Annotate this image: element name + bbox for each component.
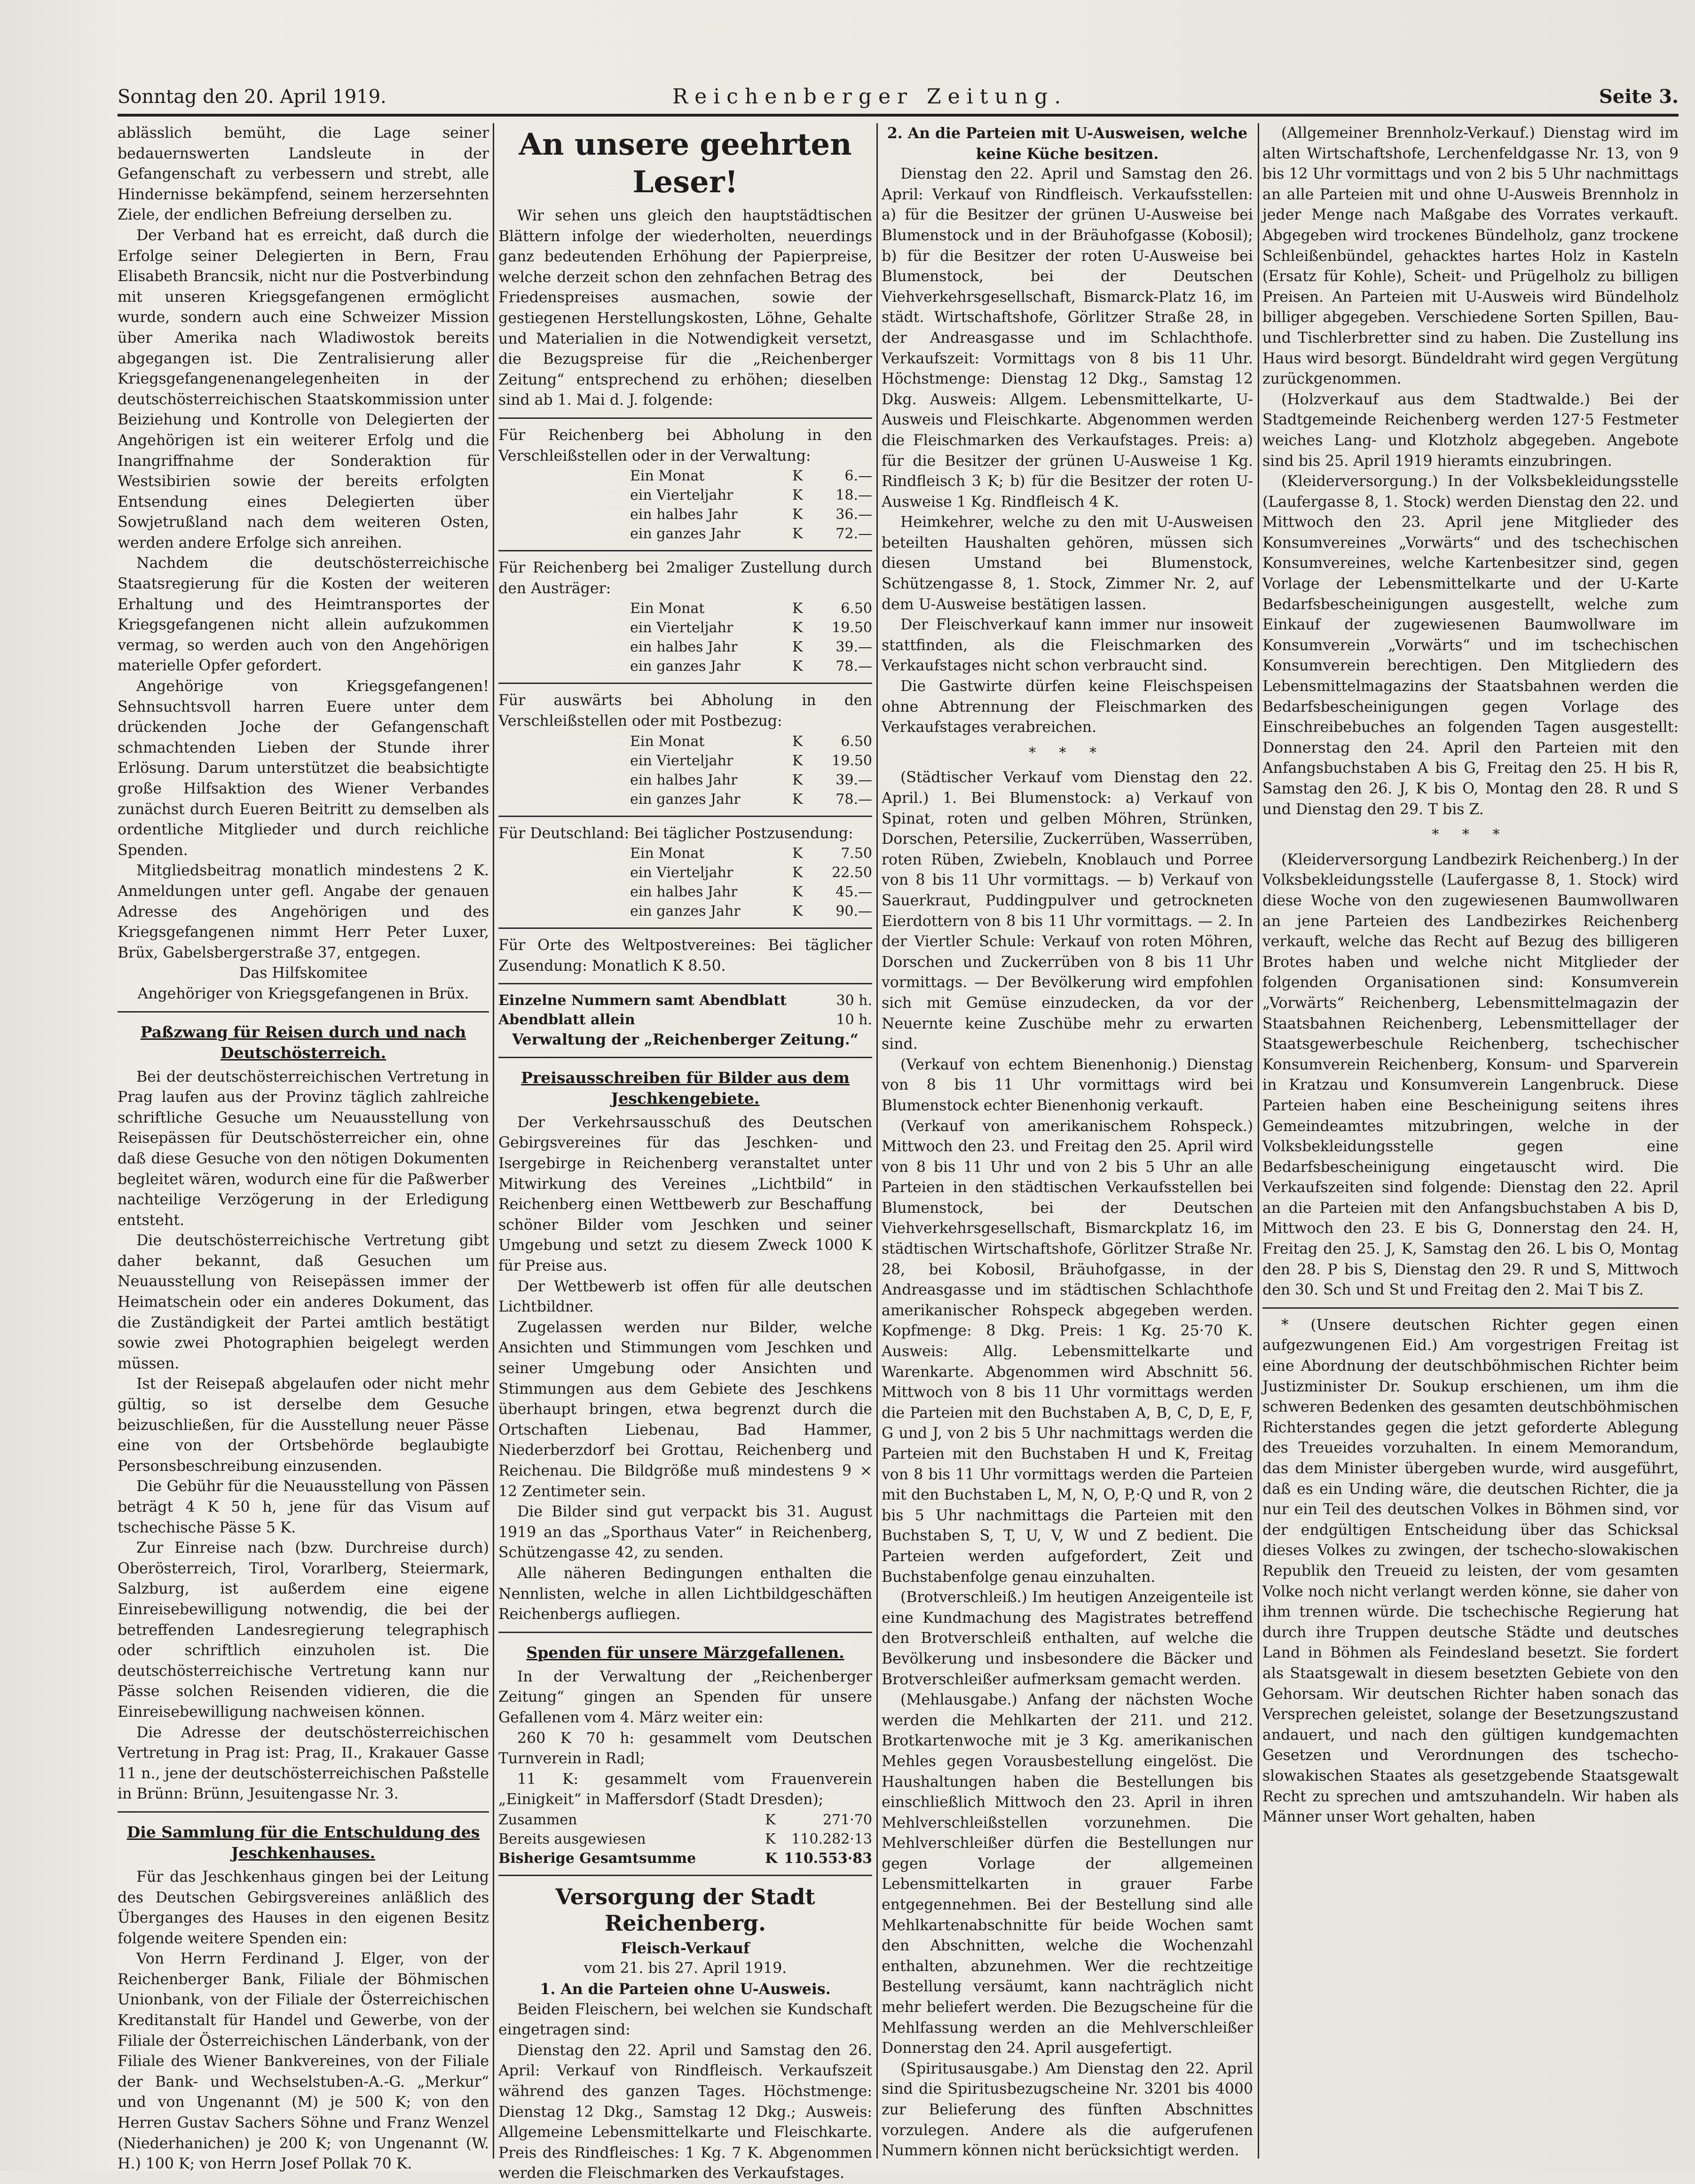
price-currency: K: [792, 845, 803, 862]
section-separator: * * *: [1432, 826, 1509, 843]
paragraph: Ist der Reisepaß abgelaufen oder nicht mehr gültig, so ist derselbe dem Gesuche beizuschließen, für die Ausstellung neuer Pässe eine von der Ortsbehörde beglaubigte Personsbeschreibung einzusenden.: [118, 1375, 489, 1475]
paragraph: Für das Jeschkenhaus gingen bei der Leitung des Deutschen Gebirgsvereines anläßlich des Überganges des Hauses in den eigenen Besitz folgende weitere Spenden ein:: [118, 1868, 489, 1947]
paragraph: Die Bilder sind gut verpackt bis 31. August 1919 an das „Sporthaus Vater“ in Reichenberg, Schützengasse 42, zu senden.: [498, 1503, 872, 1562]
paragraph: Wir sehen uns gleich den hauptstädtischen Blättern infolge der wiederholten, neuerdings ganz bedeutenden Erhöhung der Papierpreise, welche derzeit schon den zehnfachen Betrag des Friedenspreises ausmachen, sowie der gestiegenen Herstellungskosten, Löhne, Gehalte und Materialien in die Notwendigkeit versetzt, die Bezugspreise für die „Reichenberger Zeitung“ entsprechend zu erhöhen; dieselben sind ab 1. Mai d. J. folgende:: [498, 207, 872, 409]
paragraph: (Verkauf von amerikanischem Rohspeck.) Mittwoch den 23. und Freitag den 25. April wird von 8 bis 11 Uhr und von 2 bis 5 Uhr an alle Parteien in den städtischen Verkaufsstellen bei Blumenstock, bei der Deutschen Viehverkehrsgesellschaft, Bismarckplatz 16, im städtischen Wirtschaftshofe, Görlitzer Straße Nr. 28, bei Kobosil, Bräuhofgasse, in der Andreasgasse und im städtischen Schlachthofe amerikanischer Rohspeck abgegeben werden. Kopfmenge: 8 Dkg. Preis: 1 Kg. 25·70 K. Ausweis: Allg. Lebensmittelkarte und Warenkarte. Abgenommen wird Abschnitt 56. Mittwoch von 8 bis 11 Uhr vormittags werden die Parteien mit den Buchstaben A, B, C, D, E, F, G und J, von 2 bis 5 Uhr nachmittags werden die Parteien mit den Buchstaben H und K, Freitag von 8 bis 11 Uhr vormittags werden die Parteien mit den Buchstaben L, M, N, O, P,·Q und R, von 2 bis 5 Uhr nachmittags die Parteien mit den Buchstaben S, T, U, V, W und Z bedient. Die Parteien werden aufgefordert, Zeit und Buchstabenfolge genau einzuhalten.: [882, 1117, 1253, 1586]
divider: [498, 1875, 872, 1876]
price-currency: K: [792, 506, 803, 523]
sum-currency: K: [765, 1850, 778, 1867]
price-row: [498, 466, 872, 486]
paragraph: Die deutschösterreichische Vertretung gibt daher bekannt, daß Gesuchen um Neuausstellung von Reisepässen immer der Heimatschein oder ein anderes Dokument, das die Zuständigkeit der Partei amtlich bestätigt sowie zwei Photographien beigelegt werden müssen.: [118, 1232, 489, 1372]
price-table: [498, 599, 872, 676]
price-value: 72.—: [836, 526, 872, 542]
divider: [498, 683, 872, 684]
price-row: [498, 844, 872, 863]
price-value: 90.—: [836, 903, 872, 920]
paragraph: Dienstag den 22. April und Samstag den 26. April: Verkauf von Rindfleisch. Verkaufszeit während des ganzen Tages. Höchstmenge: Dienstag 12 Dkg., Samstag 12 Dkg.; Ausweis: Allgemeine Lebensmittelkarte und Fleischkarte. Preis des Rindfleisches: 1 Kg. 7 K. Abgenommen werden die Fleischmarken des Verkaufstages.: [498, 2042, 872, 2182]
price-row: [498, 618, 872, 637]
price-currency: K: [792, 733, 803, 750]
article-heading: Spenden für unsere Märzgefallenen.: [526, 1643, 844, 1662]
price-row: [498, 505, 872, 524]
divider: [498, 983, 872, 984]
price-label: Ein Monat: [630, 468, 705, 485]
paragraph: (Kleiderversorgung Landbezirk Reichenberg.) In der Volksbekleidungsstelle (Laufergasse 8, 1. Stock) wird diese Woche von den zugewiesenen Baumwollwaren an jene Parteien des Landbezirkes Reichenberg verkauft, welche das Recht auf Bezug des billigeren Brotes haben und welche nicht Mitglieder der folgenden Organisationen sind: Konsumverein „Vorwärts“ Reichenberg, Lebensmittelmagazin der Staatsbahnen Reichenberg, Lebensmittellager der Staatsgewerbeschule Reichenberg, tschechischer Konsumverein Reichenberg, Konsum- und Sparverein in Kratzau und Konsumverein Langenbruck. Diese Parteien haben eine Bescheinigung seitens ihres Gemeindeamtes mitzubringen, welche in der Volksbekleidungsstelle gegen eine Bedarfsbescheinigung eingetauscht wird. Die Verkaufszeiten sind folgende: Dienstag den 22. April an die Parteien mit den Anfangsbuchstaben A bis D, Mittwoch den 23. E bis G, Donnerstag den 24. H, Freitag den 25. J, K, Samstag den 26. L bis O, Montag den 28. P bis S, Dienstag den 29. R und S, Mittwoch den 30. Sch und St und Freitag den 2. Mai T bis Z.: [1262, 851, 1679, 1299]
price-label: ein Vierteljahr: [630, 487, 733, 504]
divider: [498, 1632, 872, 1633]
divider: [498, 816, 872, 817]
paragraph: (Holzverkauf aus dem Stadtwalde.) Bei der Stadtgemeinde Reichenberg werden 127·5 Festmeter weiches Lang- und Klotzholz abgegeben. Angebote sind bis 25. April 1919 hieramts einzubringen.: [1262, 391, 1679, 470]
price-value: 45.—: [836, 884, 872, 901]
paragraph: Von Herrn Ferdinand J. Elger, von der Reichenberger Bank, Filiale der Böhmischen Unionbank, von der Filiale der Österreichischen Kreditanstalt für Handel und Gewerbe, von der Filiale der Österreichischen Länderbank, von der Filiale des Wiener Bankvereines, von der Filiale der Bank- und Wechselstuben-A.-G. „Merkur“ und von Ungenannt (M) je 500 K; von den Herren Gustav Sachers Söhne und Franz Wenzel (Niederhanichen) je 200 K; von Ungenannt (W. H.) 100 K; von Herrn Josef Pollak 70 K.: [118, 1950, 489, 2173]
price-row: [498, 902, 872, 921]
single-issue-label: Abendblatt allein: [498, 1012, 635, 1029]
price-currency: K: [792, 791, 803, 808]
price-table: [498, 844, 872, 921]
section-date: vom 21. bis 27. April 1919.: [583, 1960, 787, 1977]
price-value: 78.—: [836, 791, 872, 808]
divider: [118, 1811, 489, 1813]
price-currency: K: [792, 884, 803, 901]
single-issue-label: Einzelne Nummern samt Abendblatt: [498, 992, 787, 1009]
column-2: [498, 123, 872, 2182]
section-subtitle: Fleisch-Verkauf: [621, 1939, 750, 1957]
paragraph: (Mehlausgabe.) Anfang der nächsten Woche werden die Mehlkarten der 211. und 212. Brotkartenwoche mit je 3 Kg. amerikanischen Mehles gegen Vorausbestellung eingelöst. Die Haushaltungen haben die Bestellungen bis einschließlich Mittwoch den 23. April in ihren Mehlverschleißstellen vorzunehmen. Die Mehlverschleißer dürfen die Bestellungen nur gegen Vorlage der allgemeinen Lebensmittelkarten in grauer Farbe entgegennehmen. Bei der Bestellung sind alle Mehlkartenabschnitte für beide Wochen samt den Abschnitten, welche die Wochenzahl enthalten, abzunehmen. Wer die rechtzeitige Bestellung versäumt, kann nachträglich nicht mehr beliefert werden. Die Bezugscheine für die Mehlfassung werden an die Mehlverschleißer Donnerstag den 24. April ausgefertigt.: [882, 1691, 1253, 2057]
price-value: 78.—: [836, 658, 872, 675]
price-label: ein Vierteljahr: [630, 752, 733, 769]
price-section-label: Für Reichenberg bei Abholung in den Verschleißstellen oder in der Verwaltung:: [498, 426, 872, 464]
price-section-label: Für Reichenberg bei 2maliger Zustellung durch den Austräger:: [498, 559, 872, 597]
price-value: 18.—: [836, 487, 872, 504]
paragraph: (Städtischer Verkauf vom Dienstag den 22. April.) 1. Bei Blumenstock: a) Verkauf von Spinat, roten und gelben Möhren, Strünken, Dorschen, Petersilie, Zuckerrüben, Wasserrüben, roten Rüben, Zwiebeln, Knoblauch und Porree von 8 bis 11 Uhr vormittags. — b) Verkauf von Sauerkraut, Puddingpulver und getrockneten Eierdottern von 8 bis 11 Uhr vormittags. — 2. In der Viertler Schule: Verkauf von roten Möhren, Dorschen und Zuckerrüben von 8 bis 11 Uhr vormittags. — Der Bevölkerung wird empfohlen sich mit Gemüse einzudecken, da vor der Neuernte keine Zuschübe mehr zu erwarten sind.: [882, 769, 1253, 1053]
price-row: [498, 863, 872, 882]
paragraph: Angehörige von Kriegsgefangenen! Sehnsuchtsvoll harren Euere unter dem drückenden Joche der Gefangenschaft schmachtenden Lieben der Stunde ihrer Erlösung. Darum unterstützet die beabsichtigte große Hilfsaktion des Wiener Verbandes zunächst durch Eueren Beitritt zu demselben als ordentliche Mitglieder und durch reichliche Spenden.: [118, 678, 489, 859]
price-currency: K: [792, 752, 803, 769]
sum-label: Bisherige Gesamtsumme: [498, 1850, 696, 1867]
price-value: 19.50: [832, 752, 872, 769]
price-value: 39.—: [836, 771, 872, 788]
section-subheading: 1. An die Parteien ohne U-Ausweis.: [540, 1980, 831, 1998]
divider: [1262, 1307, 1679, 1309]
price-label: ein halbes Jahr: [630, 639, 738, 656]
article-heading: Paßzwang für Reisen durch und nach Deutschösterreich.: [140, 1022, 466, 1062]
header-page-number: Seite 3.: [1599, 86, 1679, 108]
price-currency: K: [792, 903, 803, 920]
sum-label: Bereits ausgewiesen: [498, 1830, 646, 1847]
paragraph: Alle näheren Bedingungen enthalten die Nennlisten, welche in allen Lichtbildgeschäften Reichenbergs aufliegen.: [498, 1564, 872, 1623]
price-row: [498, 790, 872, 809]
paragraph: ablässlich bemüht, die Lage seiner bedauernswerten Landsleute in der Gefangenschaft zu verbessern und strebt, alle Hindernisse bekämpfend, seinem herzersehnten Ziele, der endlichen Befreiung derselben zu.: [118, 125, 489, 224]
divider: [498, 417, 872, 419]
column-4: [1262, 123, 1679, 2159]
price-value: 6.50: [841, 733, 872, 750]
price-row: [498, 882, 872, 902]
paragraph: In der Verwaltung der „Reichenberger Zeitung“ gingen an Spenden für unsere Gefallenen vom 4. März weiter ein:: [498, 1668, 872, 1726]
price-table: [498, 732, 872, 809]
header-date: Sonntag den 20. April 1919.: [118, 86, 386, 108]
price-currency: K: [792, 620, 803, 636]
single-issue-price: 10 h.: [836, 1012, 872, 1029]
paragraph: Nachdem die deutschösterreichische Staatsregierung für die Kosten der weiteren Erhaltung und des Heimtransportes der Kriegsgefangenen nicht allein aufzukommen vermag, so werden auch von den Angehörigen materielle Opfer gefordert.: [118, 555, 489, 675]
paragraph: (Kleiderversorgung.) In der Volksbekleidungsstelle (Laufergasse 8, 1. Stock) werden Dienstag den 22. und Mittwoch den 23. April jene Mitglieder des Konsumvereines „Vorwärts“ und des tschechischen Konsumvereines, welche Kartenbesitzer sind, gegen Vorlage der Lebensmittelkarte und der U-Karte Bedarfsbescheinigungen ausgestellt, welche zum Einkauf der zugewiesenen Baumwollware im Konsumverein „Vorwärts“ und im tschechischen Konsumverein berechtigen. Den Mitgliedern des Lebensmittelmagazins der Staatsbahnen werden die Bedarfsbescheinigungen gegen Vorlage des Einschreibebuches an folgenden Tagen ausgestellt: Donnerstag den 24. April den Parteien mit den Anfangsbuchstaben A bis G, Freitag den 25. H bis R, Samstag den 26. J, K bis O, Montag den 28. R und S und Dienstag den 29. T bis Z.: [1262, 473, 1679, 818]
paragraph: 260 K 70 h: gesammelt vom Deutschen Turnverein in Radl;: [498, 1729, 872, 1768]
divider: [118, 1011, 489, 1013]
price-currency: K: [792, 468, 803, 485]
column-divider: [493, 123, 494, 2159]
column-1: [118, 123, 489, 2173]
paragraph: Zugelassen werden nur Bilder, welche Ansichten und Stimmungen vom Jeschken und seiner Umgebung oder Ansichten und Stimmungen aus dem Gebiete des Jeschkens überhaupt bringen, etwa begrenzt durch die Ortschaften Liebenau, Bad Hammer, Niederberzdorf bei Grottau, Reichenberg und Reichenau. Die Bildgröße muß mindestens 9 × 12 Zentimeter sein.: [498, 1319, 872, 1500]
single-issue-table: [498, 991, 872, 1029]
price-currency: K: [792, 600, 803, 617]
section-title: Versorgung der Stadt Reichenberg.: [555, 1884, 815, 1936]
paragraph: Zur Einreise nach (bzw. Durchreise durch) Oberösterreich, Tirol, Vorarlberg, Steiermark, Salzburg, ist außerdem eine eigene Einreisebewilligung notwendig, die bei der betreffenden Landesregierung telegraphisch oder schriftlich einzuholen ist. Die deutschösterreichische Vertretung kann nur Pässe solchen Reisenden vidieren, die die Einreisebewilligung nachweisen können.: [118, 1540, 489, 1720]
article-heading: Die Sammlung für die Entschuldung des Jeschkenhauses.: [126, 1823, 480, 1862]
price-label: ein ganzes Jahr: [630, 903, 741, 920]
sum-label: Zusammen: [498, 1811, 577, 1828]
divider: [498, 927, 872, 929]
header-paper-name: Reichenberger Zeitung.: [672, 85, 1068, 109]
column-3: [882, 123, 1253, 2159]
sum-currency: K: [765, 1811, 776, 1828]
section-separator: * * *: [1028, 744, 1106, 761]
price-row: [498, 599, 872, 618]
notice-title: An unsere geehrten Leser!: [519, 127, 852, 200]
price-currency: K: [792, 639, 803, 656]
paragraph: Beiden Fleischern, bei welchen sie Kundschaft eingetragen sind:: [498, 2001, 872, 2039]
signature: Angehöriger von Kriegsgefangenen in Brüx.: [137, 985, 469, 1002]
price-row: [498, 732, 872, 751]
price-table: [498, 466, 872, 543]
price-label: ein ganzes Jahr: [630, 791, 741, 808]
price-row: [498, 637, 872, 657]
price-currency: K: [792, 658, 803, 675]
paragraph: * (Unsere deutschen Richter gegen einen aufgezwungenen Eid.) Am vorgestrigen Freitag ist eine Abordnung der deutschböhmischen Richter beim Justizminister Dr. Soukup erschienen, um ihm die schweren Bedenken des gesamten deutschböhmischen Richterstandes gegen die jetzt geforderte Ablegung des Treueides vorzuhalten. In einem Memorandum, das dem Minister übergeben wurde, wird ausgeführt, daß es ein Unding wäre, die deutschen Richter, die ja nur ein Teil des deutschen Volkes in Böhmen sind, vor der endgültigen Entscheidung über das Schicksal dieses Volkes zu zwingen, der tschecho-slowakischen Republik den Treueid zu leisten, der vom gesamten Volke noch nicht verlangt werden könne, sie daher von ihm trennen würde. Die tschechische Regierung hat durch ihre Truppen deutsche Städte und deutsches Land in Böhmen als Feindesland besetzt. Sie fordert als Staatsgewalt in diesem besetzten Gebiete von den Gehorsam. Wir deutschen Richter haben sonach das Versprechen geleistet, solange der Besetzungszustand andauert, und nach den gültigen kundgemachten Gesetzen und Verordnungen des tschecho-slowakischen Staates als gesetzgebende Staatsgewalt Recht zu sprechen und amtszuhandeln. Wir haben als Männer unser Wort gehalten, haben: [1262, 1316, 1679, 1826]
price-label: ein Vierteljahr: [630, 864, 733, 881]
column-divider: [876, 123, 878, 2159]
notice-signature: Verwaltung der „Reichenberger Zeitung.“: [512, 1031, 859, 1049]
price-label: Ein Monat: [630, 845, 705, 862]
paragraph: Der Fleischverkauf kann immer nur insoweit stattfinden, als die Fleischmarken des Verkaufstages nicht schon verbraucht sind.: [882, 616, 1253, 675]
sum-currency: K: [765, 1830, 776, 1847]
paragraph: Heimkehrer, welche zu den mit U-Ausweisen beteilten Haushalten gehören, müssen sich diesen Umstand bei Blumenstock, Schützengasse 8, 1. Stock, Zimmer Nr. 2, auf dem U-Ausweise bestätigen lassen.: [882, 514, 1253, 613]
single-issue-price: 30 h.: [836, 992, 872, 1009]
sum-value: 110.282·13: [791, 1830, 872, 1847]
price-value: 6.50: [841, 600, 872, 617]
price-value: 39.—: [836, 639, 872, 656]
price-row: [498, 657, 872, 676]
paragraph: Die Adresse der deutschösterreichischen Vertretung in Prag ist: Prag, II., Krakauer Gasse 11 n., jene der deutschösterreichischen Paßstelle in Brünn: Brünn, Jesuitengasse Nr. 3.: [118, 1724, 489, 1803]
paragraph: Der Verkehrsausschuß des Deutschen Gebirgsvereines für das Jeschken- und Isergebirge in Reichenberg veranstaltet unter Mitwirkung des Vereines „Lichtbild“ in Reichenberg einen Wettbewerb zur Beschaffung schöner Bilder vom Jeschken und seiner Umgebung und setzt zu diesem Zweck 1000 K für Preise aus.: [498, 1114, 872, 1275]
price-label: ein halbes Jahr: [630, 771, 738, 788]
paragraph: Der Wettbewerb ist offen für alle deutschen Lichtbildner.: [498, 1278, 872, 1316]
price-currency: K: [792, 526, 803, 542]
paragraph: 11 K: gesammelt vom Frauenverein „Einigkeit“ in Maffersdorf (Stadt Dresden);: [498, 1770, 872, 1808]
price-label: Ein Monat: [630, 600, 705, 617]
price-row: [498, 486, 872, 505]
paragraph: (Brotverschleiß.) Im heutigen Anzeigenteile ist eine Kundmachung des Magistrates betreffend den Brotverschleiß enthalten, auf welche die Bevölkerung und insbesondere die Bäcker und Brotverschleißer aufmerksam gemacht werden.: [882, 1589, 1253, 1688]
price-currency: K: [792, 864, 803, 881]
price-label: ein halbes Jahr: [630, 506, 738, 523]
price-value: 22.50: [832, 864, 872, 881]
page-header: [118, 83, 1679, 111]
price-currency: K: [792, 487, 803, 504]
paragraph: (Verkauf von echtem Bienenhonig.) Dienstag von 8 bis 11 Uhr vormittags wird bei Blumenstock echter Bienenhonig verkauft.: [882, 1056, 1253, 1114]
price-label: ein Vierteljahr: [630, 620, 733, 636]
donation-sum-table: [498, 1810, 872, 1868]
price-row: [498, 751, 872, 770]
paragraph: Die Gebühr für die Neuausstellung von Pässen beträgt 4 K 50 h, jene für das Visum auf tschechische Pässe 5 K.: [118, 1478, 489, 1536]
paragraph: Bei der deutschösterreichischen Vertretung in Prag laufen aus der Provinz täglich zahlreiche schriftliche Gesuche um Neuausstellung von Reisepässen für Deutschösterreicher ein, ohne daß diese Gesuche von den nötigen Dokumenten begleitet wären, wodurch eine für die Paßwerber nachteilige Verzögerung in der Erledigung entsteht.: [118, 1068, 489, 1229]
divider: [498, 1057, 872, 1058]
header-rule: [118, 114, 1679, 117]
price-section-label: Für Orte des Weltpostvereines: Bei täglicher Zusendung: Monatlich K 8.50.: [498, 937, 872, 974]
paragraph: (Allgemeiner Brennholz-Verkauf.) Dienstag wird im alten Wirtschaftshofe, Lerchenfeldgasse Nr. 13, von 9 bis 12 Uhr vormittags und von 2 bis 5 Uhr nachmittags an alle Parteien mit und ohne U-Ausweis Brennholz in jeder Menge nach Maßgabe des Vorrates verkauft. Abgegeben wird trockenes Bündelholz, ganz trockene Schleißenbündel, gehacktes hartes Holz in Kasteln (Ersatz für Kohle), Scheit- und Prügelholz zu billigen Preisen. An Parteien mit U-Ausweis wird Bündelholz billiger abgegeben. Verschiedene Sorten Spillen, Bau- und Tischlerbretter sind zu haben. Die Zustellung ins Haus wird besorgt. Bündeldraht wird gegen Vergütung zurückgenommen.: [1262, 125, 1679, 388]
paragraph: (Spiritusausgabe.) Am Dienstag den 22. April sind die Spiritusbezugscheine Nr. 3201 bis 4000 zur Belieferung des fünften Abschnittes vorzulegen. Andere als die aufgerufenen Nummern können nicht berücksichtigt werden.: [882, 2060, 1253, 2160]
sum-value: 110.553·83: [784, 1850, 872, 1867]
price-value: 19.50: [832, 620, 872, 636]
paragraph: Mitgliedsbeitrag monatlich mindestens 2 K. Anmeldungen unter gefl. Angabe der genauen Adresse des Angehörigen und des Kriegsgefangenen nimmt Herr Peter Luxer, Brüx, Gabelsbergerstraße 37, entgegen.: [118, 862, 489, 961]
price-section-label: Für Deutschland: Bei täglicher Postzusendung:: [498, 825, 853, 842]
column-divider: [1258, 123, 1259, 2159]
price-row: [498, 770, 872, 790]
section-subheading: 2. An die Parteien mit U-Ausweisen, welche keine Küche besitzen.: [887, 125, 1248, 163]
sum-value: 271·70: [823, 1811, 872, 1828]
price-label: Ein Monat: [630, 733, 705, 750]
price-section-label: Für auswärts bei Abholung in den Verschleißstellen oder mit Postbezug:: [498, 692, 872, 730]
price-currency: K: [792, 771, 803, 788]
article-heading: Preisausschreiben für Bilder aus dem Jeschkengebiete.: [521, 1068, 850, 1108]
paragraph: Dienstag den 22. April und Samstag den 26. April: Verkauf von Rindfleisch. Verkaufsstellen: a) für die Besitzer der grünen U-Ausweise bei Blumenstock und in der Bräuhofgasse (Kobosil); b) für die Besitzer der roten U-Ausweise bei Blumenstock, bei der Deutschen Viehverkehrsgesellschaft, Bismarck-Platz 16, im städt. Wirtschaftshofe, Görlitzer Straße 28, in der Andreasgasse und im Schlachthofe. Verkaufszeit: Vormittags von 8 bis 11 Uhr. Höchstmenge: Dienstag 12 Dkg., Samstag 12 Dkg. Ausweis: Allgem. Lebensmittelkarte, U-Ausweis und Fleischkarte. Abgenommen werden die Fleischmarken des Verkaufstages. Preis: a) für die Besitzer der grünen U-Ausweise 1 Kg. Rindfleisch 3 K; b) für die Besitzer der roten U-Ausweise 1 Kg. Rindfleisch 4 K.: [882, 165, 1253, 511]
paragraph: Der Verband hat es erreicht, daß durch die Erfolge seiner Delegierten in Bern, Frau Elisabeth Brancsik, nicht nur die Postverbindung mit unseren Kriegsgefangenen ermöglicht wurde, sondern auch eine Schweizer Mission über Amerika nach Wladiwostok bereits abgegangen ist. Die Zentralisierung aller Kriegsgefangenenangelegenheiten in der deutschösterreichischen Staatskommission unter Beiziehung und Kontrolle von Delegierten der Angehörigen ist ein weiterer Erfolg und die Inangriffnahme der Sonderaktion für Westsibirien sowie der bereits erfolgten Entsendung eines Delegierten über Sowjetrußland nach dem weiteren Osten, werden andere Erfolge sich anreihen.: [118, 227, 489, 551]
signature: Das Hilfskomitee: [239, 965, 368, 982]
price-value: 6.—: [844, 468, 872, 485]
divider: [498, 550, 872, 551]
price-value: 7.50: [841, 845, 872, 862]
price-value: 36.—: [836, 506, 872, 523]
paragraph: Die Gastwirte dürfen keine Fleischspeisen ohne Abtrennung der Fleischmarken des Verkaufstages verabreichen.: [882, 678, 1253, 736]
price-row: [498, 524, 872, 543]
price-label: ein halbes Jahr: [630, 884, 738, 901]
price-label: ein ganzes Jahr: [630, 526, 741, 542]
price-label: ein ganzes Jahr: [630, 658, 741, 675]
